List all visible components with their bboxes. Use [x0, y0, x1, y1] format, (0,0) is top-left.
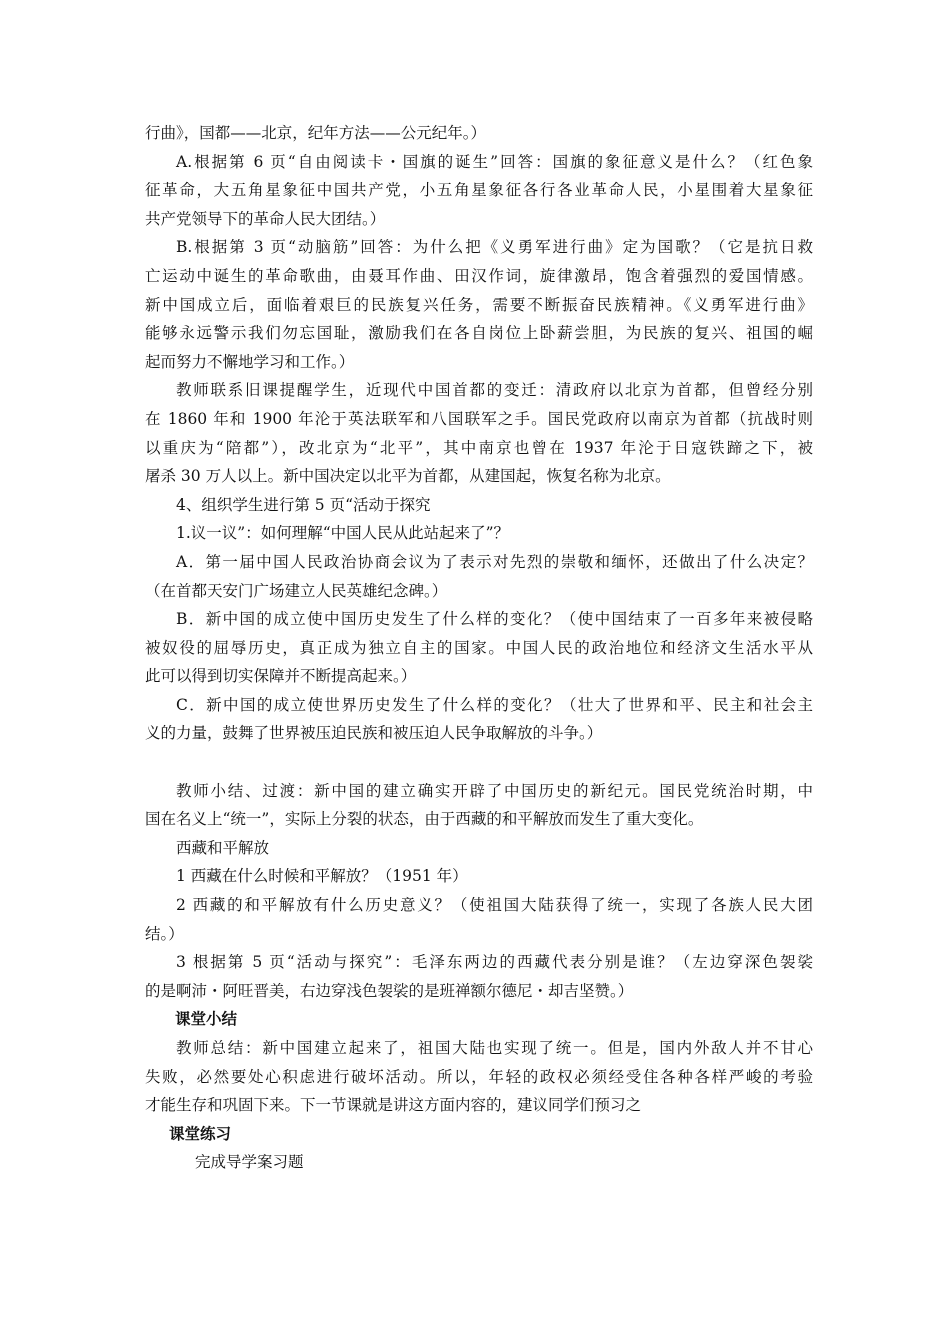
- section-heading: 课堂练习: [169, 1123, 232, 1143]
- text-line: 征革命，大五角星象征中国共产党，小五角星象征各行各业革命人民，小星围着大星象征: [145, 181, 813, 200]
- text-line: 国在名义上“统一”，实际上分裂的状态，由于西藏的和平解放而发生了重大变化。: [145, 810, 704, 829]
- text-line: 被奴役的屈辱历史，真正成为独立自主的国家。中国人民的政治地位和经济文生活水平从: [145, 638, 813, 657]
- text-line: 结。）: [145, 924, 184, 943]
- text-line: 义的力量，鼓舞了世界被压迫民族和被压迫人民争取解放的斗争。）: [145, 724, 603, 743]
- text-line: 1.议一议”：如何理解“中国人民从此站起来了”？: [176, 524, 510, 543]
- text-line: A．第一届中国人民政治协商会议为了表示对先烈的崇敬和缅怀，还做出了什么决定？: [176, 552, 813, 571]
- text-line: 以重庆为“陪都”），改北京为“北平”，其中南京也曾在 1937 年沦于日寇铁蹄之下，被: [145, 438, 813, 457]
- text-line: 教师联系旧课提醒学生，近现代中国首都的变迁：清政府以北京为首都，但曾经分别: [176, 381, 813, 400]
- text-line: A.根据第 6 页“自由阅读卡・国旗的诞生”回答：国旗的象征意义是什么？（红色象: [176, 152, 813, 171]
- section-heading: 西藏和平解放: [176, 838, 270, 857]
- document-body: [145, 119, 813, 1177]
- text-line: 2 西藏的和平解放有什么历史意义？（使祖国大陆获得了统一，实现了各族人民大团: [176, 896, 813, 915]
- text-line: 起而努力不懈地学习和工作。）: [145, 352, 355, 371]
- text-line: 4、组织学生进行第 5 页“活动于探究: [176, 495, 431, 514]
- text-line: 完成导学案习题: [195, 1153, 304, 1172]
- text-line: 在 1860 年和 1900 年沦于英法联军和八国联军之手。国民党政府以南京为首都（抗战时则: [145, 409, 813, 428]
- text-line: B．新中国的成立使中国历史发生了什么样的变化？（使中国结束了一百多年来被侵略: [176, 610, 813, 629]
- text-line: 3 根据第 5 页“活动与探究”：毛泽东两边的西藏代表分别是谁？（左边穿深色袈裟: [176, 953, 813, 972]
- text-line: 屠杀 30 万人以上。新中国决定以北平为首都，从建国起，恢复名称为北京。: [145, 467, 671, 486]
- section-heading: 课堂小结: [175, 1009, 238, 1029]
- text-line: 的是啊沛・阿旺晋美，右边穿浅色袈裟的是班禅额尔德尼・却吉坚赞。）: [145, 981, 634, 1000]
- text-line: 新中国成立后，面临着艰巨的民族复兴任务，需要不断振奋民族精神。《义勇军进行曲》: [145, 295, 813, 314]
- text-line: 1 西藏在什么时候和平解放？（1951 年）: [176, 867, 468, 886]
- text-line: 能够永远警示我们勿忘国耻，激励我们在各自岗位上卧薪尝胆，为民族的复兴、祖国的崛: [145, 324, 813, 343]
- text-line: 失败，必然要处心积虑进行破坏活动。所以，年轻的政权必须经受住各种各样严峻的考验: [145, 1067, 813, 1086]
- text-line: 亡运动中诞生的革命歌曲，由聂耳作曲、田汉作词，旋律激昂，饱含着强烈的爱国情感。: [145, 266, 813, 285]
- text-line: C．新中国的成立使世界历史发生了什么样的变化？（壮大了世界和平、民主和社会主: [176, 695, 813, 714]
- text-line: 才能生存和巩固下来。下一节课就是讲这方面内容的，建议同学们预习之: [145, 1096, 642, 1115]
- text-line: （在首都天安门广场建立人民英雄纪念碑。）: [145, 581, 448, 600]
- blank-line: [145, 748, 813, 777]
- text-line: 此可以得到切实保障并不断提高起来。）: [145, 667, 417, 686]
- text-line: 教师总结：新中国建立起来了，祖国大陆也实现了统一。但是，国内外敌人并不甘心: [176, 1039, 813, 1057]
- text-line: 共产党领导下的革命人民大团结。）: [145, 209, 386, 228]
- text-line: B.根据第 3 页“动脑筋”回答：为什么把《义勇军进行曲》定为国歌？（它是抗日救: [176, 238, 813, 257]
- text-line: 行曲》，国都——北京，纪年方法——公元纪年。）: [145, 124, 487, 142]
- text-line: 教师小结、过渡：新中国的建立确实开辟了中国历史的新纪元。国民党统治时期，中: [176, 781, 813, 800]
